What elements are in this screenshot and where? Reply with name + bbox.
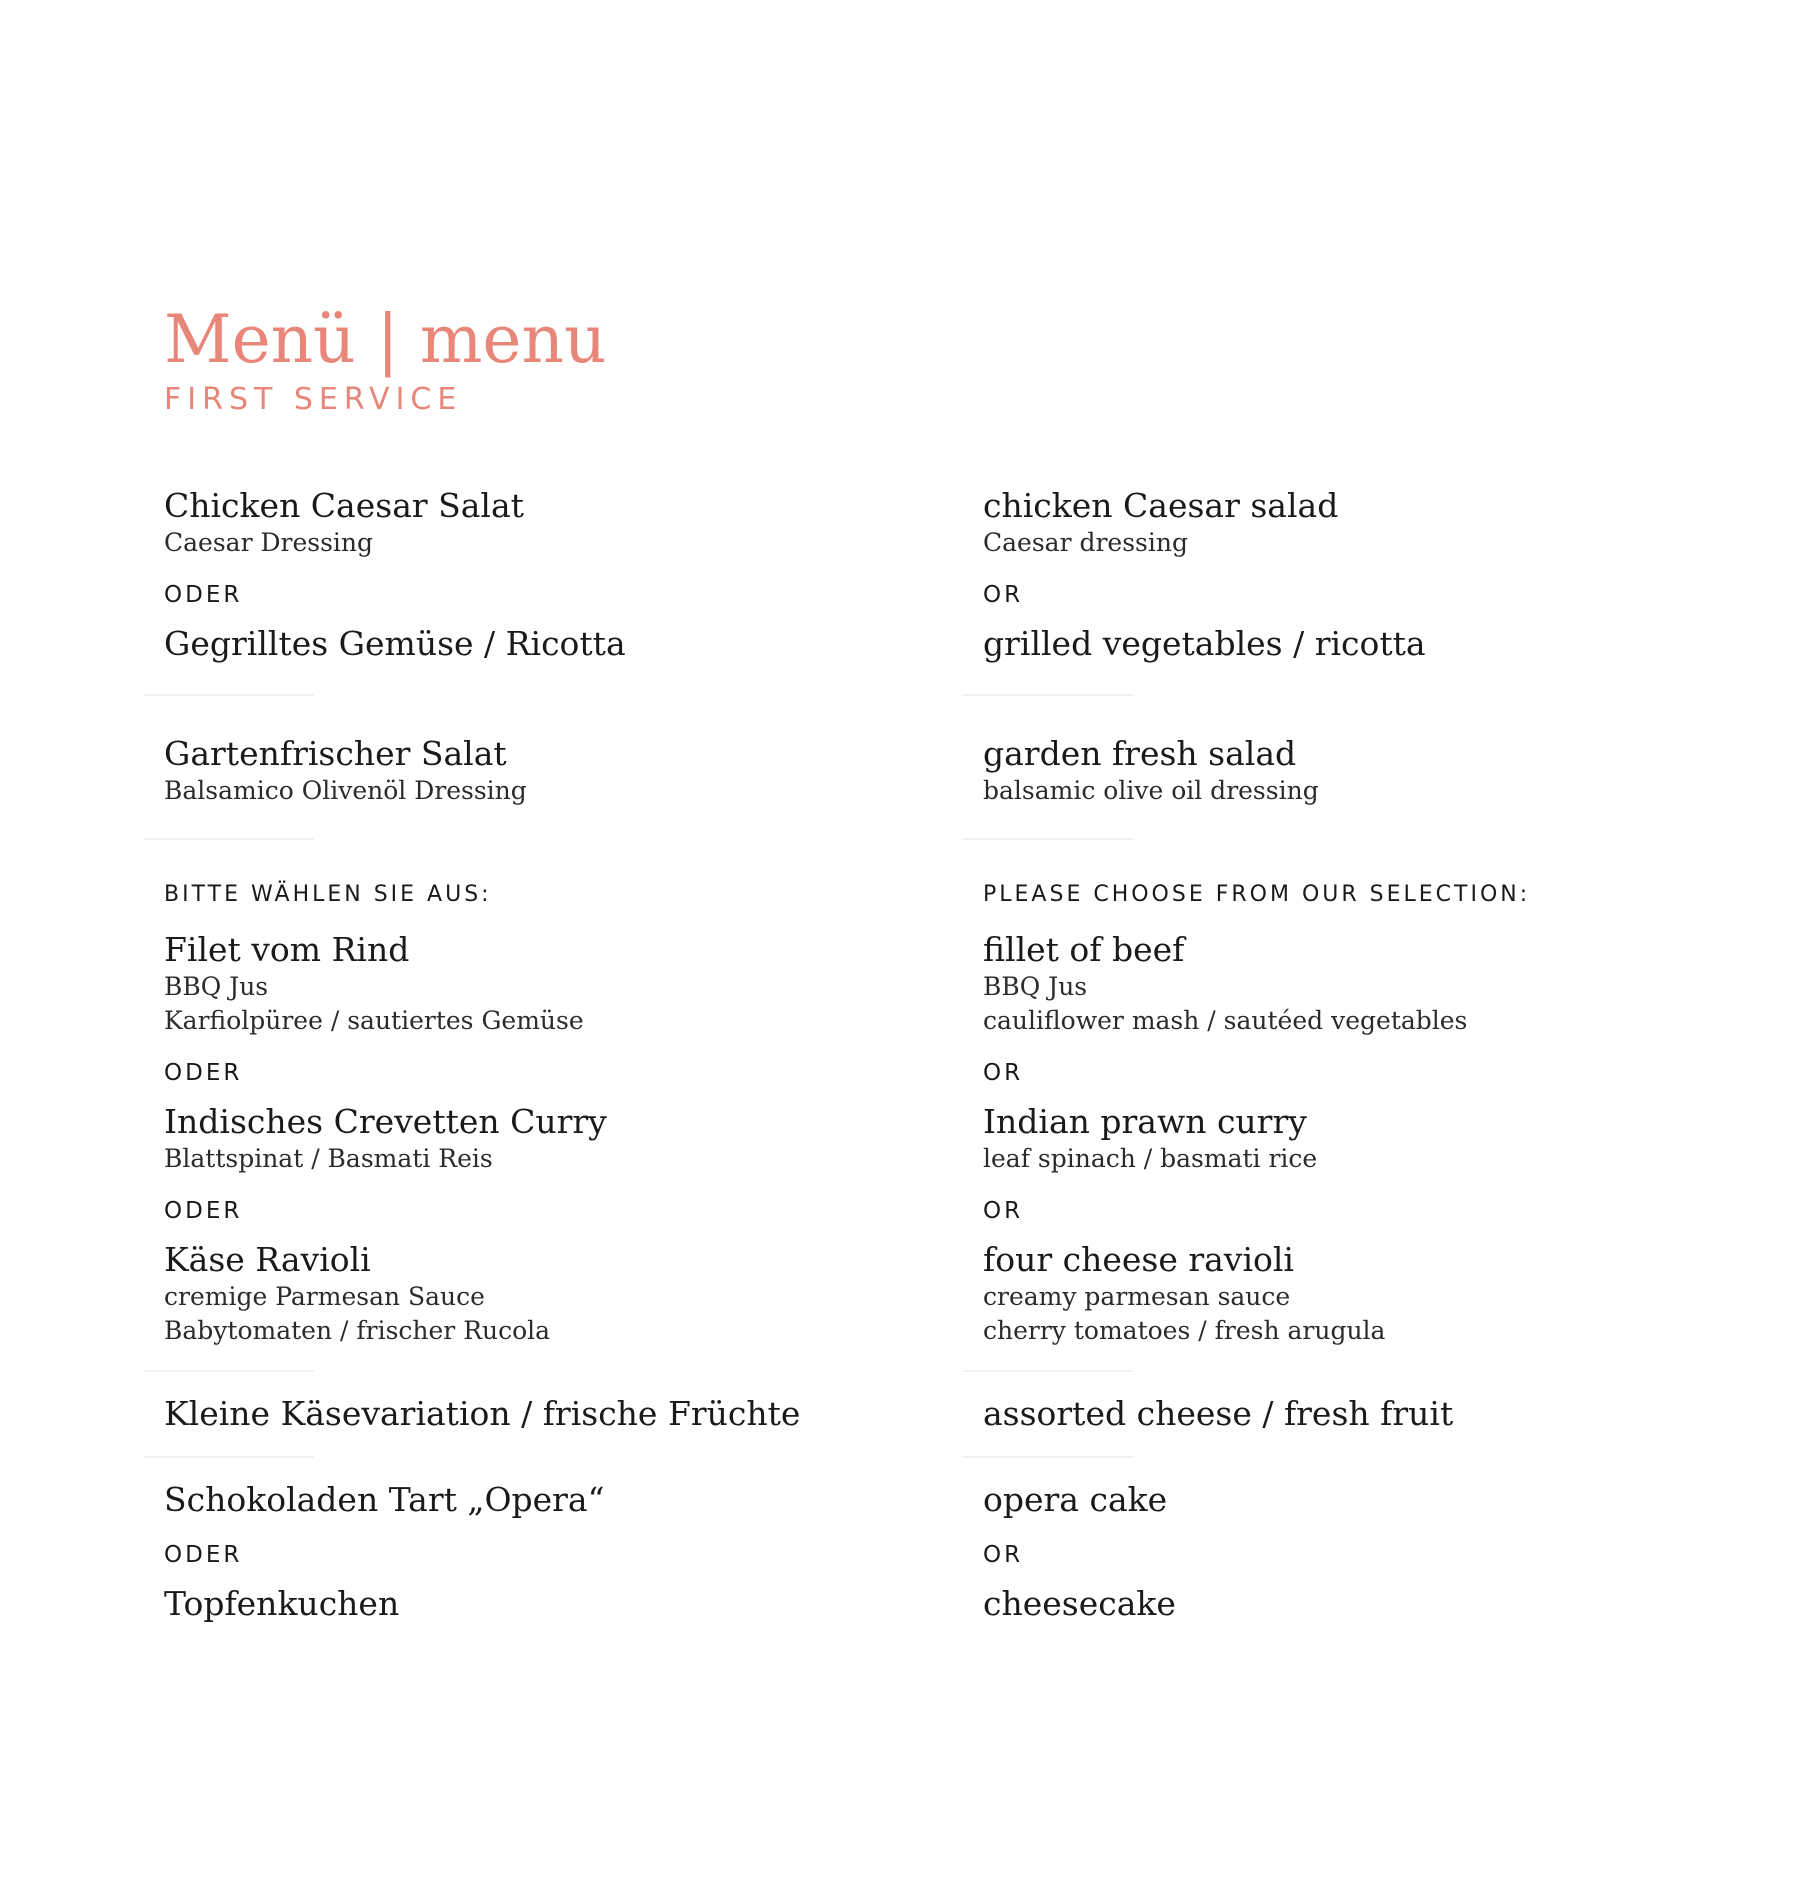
main-dish-3: Käse Ravioli — [164, 1240, 371, 1279]
main-dish-3-note-2: Babytomaten / frischer Rucola — [164, 1316, 551, 1345]
mains-heading: PLEASE CHOOSE FROM OUR SELECTION: — [983, 882, 1531, 907]
main-dish-2-note: Blattspinat / Basmati Reis — [164, 1144, 493, 1173]
dessert-section-en — [983, 1480, 1763, 1624]
divider — [963, 1370, 1133, 1372]
salad-section-de — [164, 734, 964, 808]
or-separator: OR — [983, 1060, 1024, 1086]
mains-section-de — [164, 880, 964, 1348]
or-separator: ODER — [164, 1060, 243, 1086]
divider — [963, 694, 1133, 696]
dessert-section-de — [164, 1480, 964, 1624]
service-subtitle: FIRST SERVICE — [164, 382, 463, 417]
starter-section-en — [983, 486, 1763, 664]
salad-dish: garden fresh salad — [983, 734, 1297, 773]
dessert-dish-2: cheesecake — [983, 1584, 1176, 1623]
main-dish-1-note-1: BBQ Jus — [164, 972, 269, 1001]
main-dish-1: Filet vom Rind — [164, 930, 410, 969]
or-separator: OR — [983, 1198, 1024, 1224]
page-title: Menü | menu — [164, 301, 607, 378]
main-dish-2-note: leaf spinach / basmati rice — [983, 1144, 1318, 1173]
salad-note: balsamic olive oil dressing — [983, 776, 1319, 805]
or-separator: ODER — [164, 1542, 243, 1568]
main-dish-1-note-2: cauliflower mash / sautéed vegetables — [983, 1006, 1468, 1035]
cheese-section-de — [164, 1394, 964, 1434]
cheese-section-en — [983, 1394, 1763, 1434]
salad-dish: Gartenfrischer Salat — [164, 734, 507, 773]
main-dish-2: Indisches Crevetten Curry — [164, 1102, 607, 1141]
cheese-dish: assorted cheese / fresh fruit — [983, 1394, 1454, 1433]
divider — [144, 1370, 314, 1372]
divider — [144, 694, 314, 696]
main-dish-3-note-1: cremige Parmesan Sauce — [164, 1282, 485, 1311]
divider — [144, 1456, 314, 1458]
starter-dish-1-note: Caesar dressing — [983, 528, 1188, 557]
main-dish-3: four cheese ravioli — [983, 1240, 1294, 1279]
main-dish-3-note-1: creamy parmesan sauce — [983, 1282, 1291, 1311]
german-column — [164, 486, 964, 1624]
starter-dish-1: chicken Caesar salad — [983, 486, 1339, 525]
salad-section-en — [983, 734, 1763, 808]
main-dish-3-note-2: cherry tomatoes / fresh arugula — [983, 1316, 1386, 1345]
starter-section-de — [164, 486, 964, 664]
dessert-dish-1: opera cake — [983, 1480, 1168, 1519]
starter-dish-1: Chicken Caesar Salat — [164, 486, 524, 525]
mains-heading: BITTE WÄHLEN SIE AUS: — [164, 882, 492, 907]
salad-note: Balsamico Olivenöl Dressing — [164, 776, 527, 805]
starter-dish-2: grilled vegetables / ricotta — [983, 624, 1426, 663]
mains-section-en — [983, 880, 1763, 1348]
main-dish-2: Indian prawn curry — [983, 1102, 1307, 1141]
starter-dish-1-note: Caesar Dressing — [164, 528, 374, 557]
divider — [963, 838, 1133, 840]
or-separator: ODER — [164, 582, 243, 608]
menu-header — [164, 300, 607, 417]
english-column — [983, 486, 1763, 1624]
or-separator: OR — [983, 1542, 1024, 1568]
cheese-dish: Kleine Käsevariation / frische Früchte — [164, 1394, 801, 1433]
or-separator: OR — [983, 582, 1024, 608]
main-dish-1-note-2: Karfiolpüree / sautiertes Gemüse — [164, 1006, 584, 1035]
or-separator: ODER — [164, 1198, 243, 1224]
starter-dish-2: Gegrilltes Gemüse / Ricotta — [164, 624, 626, 663]
main-dish-1: fillet of beef — [983, 930, 1185, 969]
divider — [144, 838, 314, 840]
divider — [963, 1456, 1133, 1458]
dessert-dish-2: Topfenkuchen — [164, 1584, 400, 1623]
main-dish-1-note-1: BBQ Jus — [983, 972, 1088, 1001]
dessert-dish-1: Schokoladen Tart „Opera“ — [164, 1480, 605, 1519]
